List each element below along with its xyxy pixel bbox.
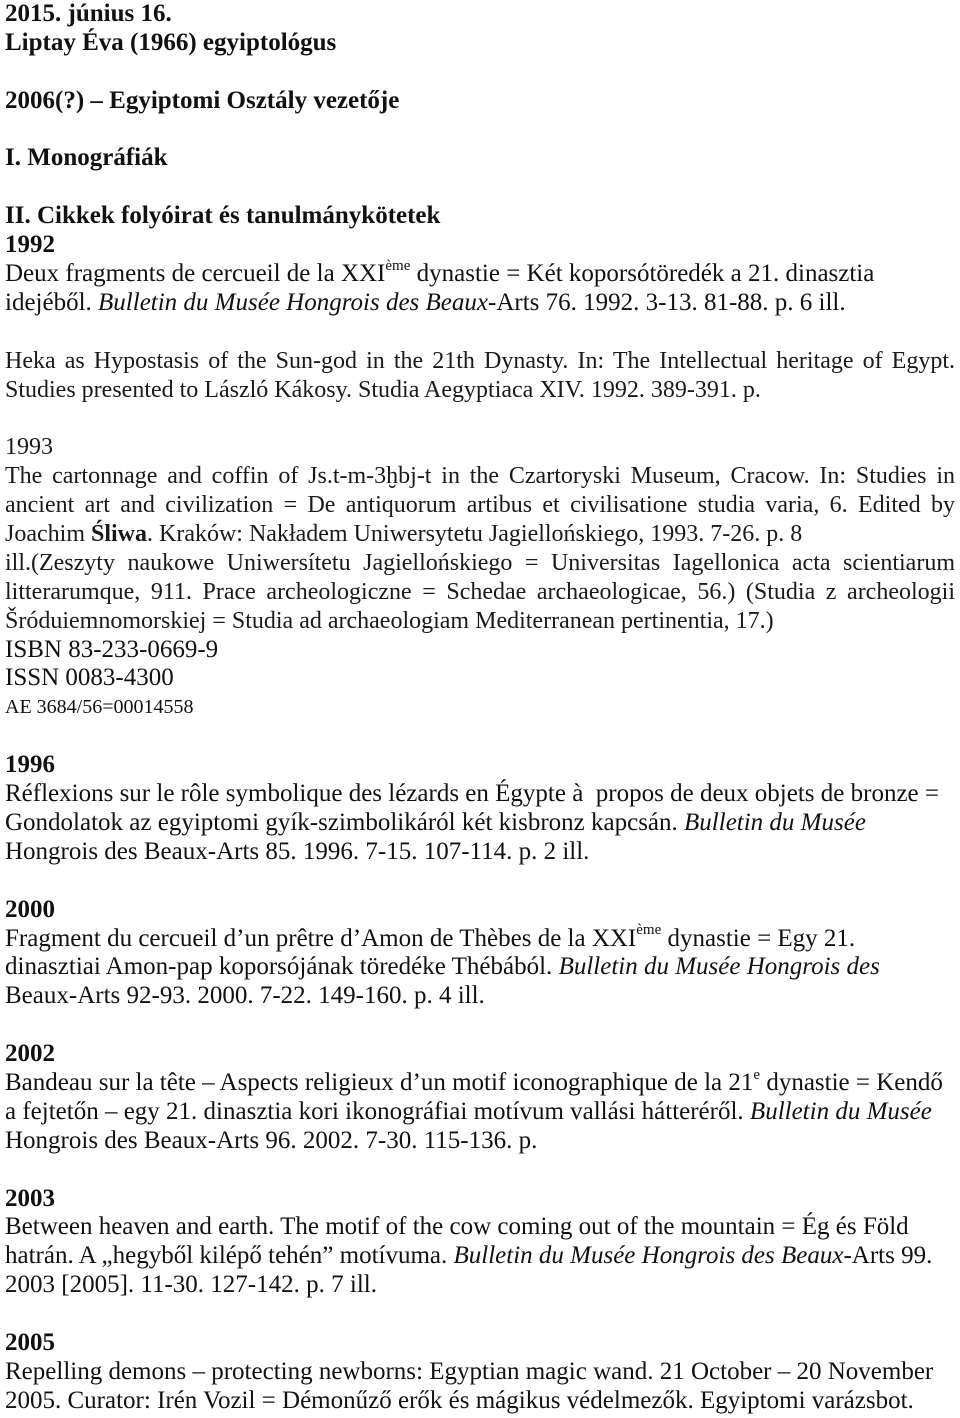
- citation-line: Heka as Hypostasis of the Sun-god in the 21th Dynasty. In: The Intellectual heritage of Egypt.: [5, 347, 955, 374]
- publication-year-1996: [5, 751, 955, 867]
- citation-line: [5, 1242, 955, 1271]
- citation-line: Between heaven and earth. The motif of the cow coming out of the mountain = Ég és Föld: [5, 1213, 909, 1241]
- citation-text: hatrán. A „hegyből kilépő tehén” motívuma.: [5, 1242, 454, 1270]
- editor-name: Śliwa: [90, 521, 147, 548]
- citation-text: Gondolatok az egyiptomi gyík-szimbolikáról két kisbronz kapcsán.: [5, 808, 685, 836]
- year-heading: 2003: [5, 1184, 55, 1212]
- journal-title: Bulletin du Musée: [749, 1097, 932, 1125]
- inventory-number-line: AE 3684/56=00014558: [5, 696, 194, 719]
- citation-line: Studies presented to László Kákosy. Studia Aegyptiaca XIV. 1992. 389-391. p.: [5, 376, 761, 403]
- citation-text: a fejtetőn – egy 21. dinasztia kori ikonográfiai motívum vallási hátteréről.: [5, 1097, 750, 1125]
- citation-text: Deux fragments de cercueil de la XXI: [5, 260, 386, 288]
- publication-year-1992: [5, 231, 955, 404]
- citation-line: [5, 289, 955, 318]
- citation-line: ancient art and civilization = De antiquorum artibus et civilisatione studia varia, 6. Edited by: [5, 492, 955, 519]
- citation-line: Réflexions sur le rôle symbolique des lézards en Égypte à propos de deux objets de bronze =: [5, 780, 939, 808]
- year-heading: 2002: [5, 1040, 55, 1068]
- ordinal-suffix: ème: [385, 257, 411, 274]
- publication-year-2002: [5, 1040, 955, 1156]
- journal-title: Bulletin du Musée Hongrois des Beaux: [453, 1242, 844, 1270]
- citation-line: The cartonnage and coffin of Js.t-m-3ḫbj-t in the Czartoryski Museum, Cracow. In: Studies in: [5, 463, 955, 490]
- citation-text: dynastie = Két koporsótöredék a 21. dinasztia: [410, 260, 875, 288]
- citation-text: Joachim: [5, 521, 91, 548]
- citation-text: idejéből.: [5, 288, 99, 316]
- citation-text: Bandeau sur la tête – Aspects religieux d’un motif iconographique de la 21: [5, 1068, 754, 1096]
- citation-line: [5, 953, 955, 982]
- year-heading: 1996: [5, 751, 55, 779]
- publication-year-2003: [5, 1185, 955, 1301]
- publication-year-1993: [5, 433, 955, 722]
- citation-line: [5, 520, 955, 549]
- journal-title: Bulletin du Musée: [684, 808, 866, 836]
- citation-line: [5, 809, 955, 838]
- citation-text: Fragment du cercueil d’un prêtre d’Amon de Thèbes de la XXI: [5, 924, 637, 952]
- year-heading: 1992: [5, 231, 55, 259]
- citation-line: Repelling demons – protecting newborns: Egyptian magic wand. 21 October – 20 November: [5, 1357, 934, 1385]
- year-heading: 1993: [5, 434, 53, 461]
- section-articles-heading: II. Cikkek folyóirat és tanulmánykötetek: [5, 202, 441, 230]
- publication-year-2005: [5, 1329, 955, 1416]
- citation-line: [5, 922, 955, 954]
- citation-line: Beaux-Arts 92-93. 2000. 7-22. 149-160. p. 4 ill.: [5, 982, 485, 1010]
- publication-year-2000: [5, 896, 955, 1012]
- ordinal-suffix: e: [753, 1066, 761, 1083]
- position-line: 2006(?) – Egyiptomi Osztály vezetője: [5, 86, 400, 114]
- isbn-line: ISBN 83-233-0669-9: [5, 635, 219, 663]
- citation-line: [5, 1098, 955, 1127]
- journal-title: Bulletin du Musée Hongrois des Beaux: [98, 288, 488, 316]
- citation-text: dynastie = Kendő: [760, 1068, 943, 1096]
- issn-line: ISSN 0083-4300: [5, 664, 174, 692]
- citation-text: . Kraków: Nakładem Uniwersytetu Jagiellońskiego, 1993. 7-26. p. 8: [147, 521, 803, 548]
- citation-line: ill.(Zeszyty naukowe Uniwersítetu Jagiellońskiego = Universitas Iagellonica acta scientiarum: [5, 549, 955, 576]
- citation-line: [5, 257, 955, 289]
- citation-text: dynastie = Egy 21.: [661, 924, 856, 952]
- citation-text: -Arts 76. 1992. 3-13. 81-88. p. 6 ill.: [488, 288, 846, 316]
- section-monographs-heading: I. Monográfiák: [5, 144, 168, 172]
- citation-line: 2005. Curator: Irén Vozil = Démonűző erők és mágikus védelmezők. Egyiptomi varázsbot.: [5, 1386, 914, 1414]
- document-date: 2015. június 16.: [5, 0, 172, 27]
- year-heading: 2005: [5, 1328, 55, 1356]
- citation-line: [5, 1066, 955, 1098]
- citation-text: -Arts 99.: [843, 1242, 933, 1270]
- citation-line: litterarumque, 911. Prace archeologiczne = Schedae archaeologicae, 56.) (Studia z archeologii: [5, 578, 955, 605]
- author-heading: Liptay Éva (1966) egyiptológus: [5, 28, 337, 56]
- ordinal-suffix: ème: [636, 922, 662, 939]
- citation-line: Šróduiemnomorskiej = Studia ad archaeologiam Mediterranean pertinentia, 17.): [5, 607, 774, 634]
- citation-line: Hongrois des Beaux-Arts 96. 2002. 7-30. 115-136. p.: [5, 1126, 538, 1154]
- citation-line: 2003 [2005]. 11-30. 127-142. p. 7 ill.: [5, 1271, 377, 1299]
- citation-text: dinasztiai Amon-pap koporsójának töredéke Thébából.: [5, 953, 559, 981]
- citation-line: Hongrois des Beaux-Arts 85. 1996. 7-15. 107-114. p. 2 ill.: [5, 837, 590, 865]
- year-heading: 2000: [5, 895, 55, 923]
- journal-title: Bulletin du Musée Hongrois des: [558, 953, 880, 981]
